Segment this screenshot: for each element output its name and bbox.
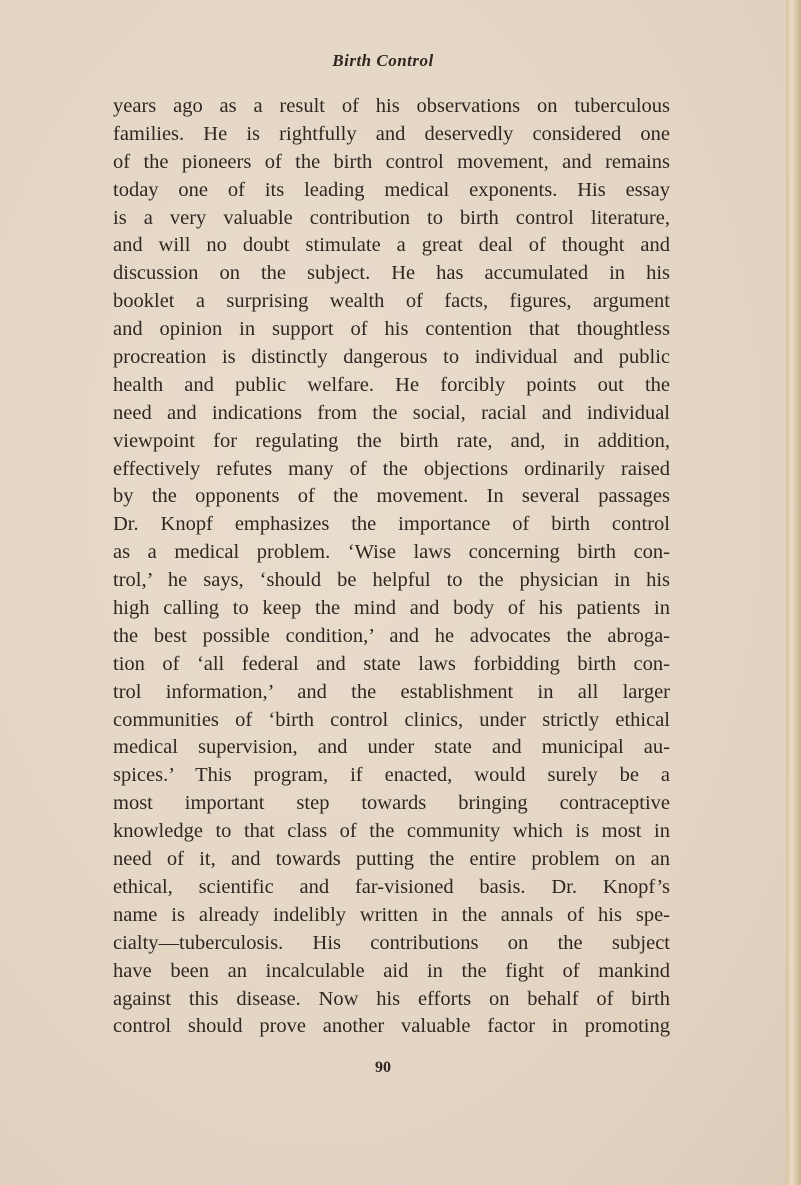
page-edge: [786, 0, 801, 1185]
text-line: have been an incalculable aid in the fight of mankind: [113, 959, 670, 982]
text-line: by the opponents of the movement. In several passages: [113, 485, 670, 508]
text-line: is a very valuable contribution to birth control literature,: [113, 206, 670, 229]
text-line: as a medical problem. ‘Wise laws concerning birth con-: [113, 541, 670, 564]
text-line: need of it, and towards putting the entire problem on an: [113, 848, 670, 871]
text-line: and will no doubt stimulate a great deal of thought and: [113, 234, 670, 257]
text-line: trol,’ he says, ‘should be helpful to the physician in his: [113, 569, 670, 592]
text-line: procreation is distinctly dangerous to individual and public: [113, 346, 670, 369]
text-line: most important step towards bringing contraceptive: [113, 792, 670, 815]
text-line: ethical, scientific and far-visioned basis. Dr. Knopf’s: [113, 875, 670, 898]
text-line: medical supervision, and under state and municipal au-: [113, 736, 670, 759]
text-line: and opinion in support of his contention that thoughtless: [113, 318, 670, 341]
text-line: control should prove another valuable factor in promoting: [113, 1015, 670, 1038]
text-line: today one of its leading medical exponents. His essay: [113, 178, 670, 201]
text-line: booklet a surprising wealth of facts, figures, argument: [113, 290, 670, 313]
text-line: discussion on the subject. He has accumulated in his: [113, 262, 670, 285]
text-line: against this disease. Now his efforts on behalf of birth: [113, 987, 670, 1010]
page-number: 90: [375, 1059, 391, 1076]
text-line: knowledge to that class of the community which is most in: [113, 820, 670, 843]
text-line: Dr. Knopf emphasizes the importance of birth control: [113, 513, 670, 536]
text-line: effectively refutes many of the objections ordinarily raised: [113, 457, 670, 480]
text-line: years ago as a result of his observations on tuberculous: [113, 95, 670, 117]
running-header: Birth Control: [332, 51, 434, 70]
text-line: name is already indelibly written in the annals of his spe-: [113, 903, 670, 926]
text-line: communities of ‘birth control clinics, under strictly ethical: [113, 708, 670, 731]
text-line: high calling to keep the mind and body of his patients in: [113, 597, 670, 620]
text-line: tion of ‘all federal and state laws forbidding birth con-: [113, 652, 670, 675]
body-text: [113, 93, 670, 1041]
text-line: trol information,’ and the establishment in all larger: [113, 680, 670, 703]
text-line: need and indications from the social, racial and individual: [113, 401, 670, 424]
text-line: health and public welfare. He forcibly points out the: [113, 373, 670, 396]
text-line: cialty—tuberculosis. His contributions on the subject: [113, 931, 670, 954]
text-line: families. He is rightfully and deservedly considered one: [113, 122, 670, 145]
text-line: viewpoint for regulating the birth rate, and, in addition,: [113, 429, 670, 452]
text-line: spices.’ This program, if enacted, would surely be a: [113, 764, 670, 787]
text-line: of the pioneers of the birth control movement, and remains: [113, 150, 670, 173]
text-line: the best possible condition,’ and he advocates the abroga-: [113, 624, 670, 647]
